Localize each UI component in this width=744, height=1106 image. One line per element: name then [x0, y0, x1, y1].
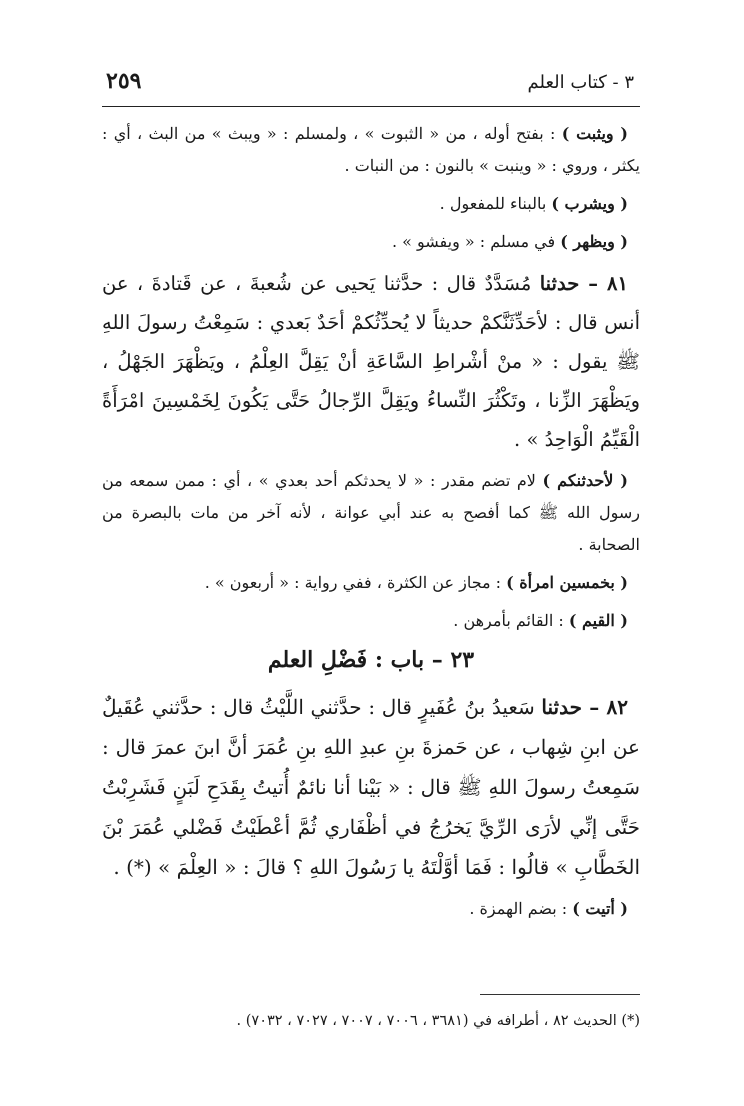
note-text: لام تضم مقدر : « لا يحدثكم أحد بعدي » ، أي : ممن سمعه من رسول الله ﷺ كما أفصح به عند أبي عوانة ، لأنه آخر من مات بالبصرة من الصحابة . [102, 471, 640, 554]
note-text: : بضم الهمزة . [469, 899, 573, 918]
hadith-number: ٨١ – حدثنا [539, 272, 628, 295]
note-alqayyim [102, 605, 640, 637]
note-laohaddithannakum [102, 465, 640, 561]
hadith-82 [102, 687, 640, 887]
note-key: ( لأحدثنكم ) [542, 471, 629, 490]
note-text: في مسلم : « ويفشو » . [391, 232, 561, 251]
note-key: ( ويشرب ) [551, 194, 628, 213]
note-key: ( ويظهر ) [560, 232, 628, 251]
note-utitu [102, 893, 640, 925]
footnote-rule [480, 994, 640, 995]
header-rule [102, 106, 640, 107]
footnote: (*) الحديث ٨٢ ، أطرافه في (٣٦٨١ ، ٧٠٠٦ ، ٧٠٠٧ ، ٧٠٢٧ ، ٧٠٣٢) . [236, 1013, 640, 1029]
note-bikhamsina [102, 567, 640, 599]
note-text: : القائم بأمرهن . [453, 611, 569, 630]
note-wayazhar [102, 226, 640, 258]
note-key: ( أتيت ) [572, 899, 628, 918]
note-key: ( ويثبت ) [561, 124, 629, 143]
note-text: : بفتح أوله ، من « الثبوت » ، ولمسلم : « ويبث » من البث ، أي : يكثر ، وروي : « وينبت » بالنون : من النبات . [102, 124, 640, 175]
note-text: : مجاز عن الكثرة ، ففي رواية : « أربعون » . [204, 573, 507, 592]
hadith-number: ٨٢ – حدثنا [541, 695, 628, 719]
hadith-text: مُسَدَّدٌ قال : حدَّثنا يَحيى عن شُعبةَ ، عن قَتادةَ ، عن أنس قال : لأحَدِّثَنَّكمْ حديثاً لا يُحدِّثُكمْ أحَدٌ بَعدي : سَمِعْتُ رسولَ اللهِ ﷺ يقول : « منْ أشْراطِ السَّاعَةِ أنْ يَقِلَّ العِلْمُ ، ويَظْهَرَ الجَهْلُ ، ويَظْهَرَ الزِّنا ، وتَكْثُرَ النِّساءُ ويَقِلَّ الرِّجالُ حَتَّى يَكُونَ لِخَمْسِينَ امْرَأَةً الْقَيِّمُ الْوَاحِدُ » . [102, 272, 640, 451]
page-number: ٢٥٩ [106, 68, 142, 94]
chapter-heading: ٢٣ – باب : فَضْلِ العلم [267, 647, 475, 673]
running-header-chapter: ٣ - كتاب العلم [527, 72, 634, 93]
note-text: بالبناء للمفعول . [439, 194, 552, 213]
hadith-text: سَعيدُ بنُ عُفَيرٍ قال : حدَّثني اللَّيْثُ قال : حدَّثني عُقَيلٌ عن ابنِ شِهاب ، عن حَمزةَ بنِ عبدِ اللهِ بنِ عُمَرَ أنَّ ابنَ عمرَ قال : سَمِعتُ رسولَ اللهِ ﷺ قال : « بَيْنا أنا نائمٌ أُتيتُ بِقَدَحِ لَبَنٍ فَشَرِبْتُ حَتَّى إنِّي لأرَى الرِّيَّ يَخرُجُ في أظْفَاري ثُمَّ أعْطَيْتُ فَضْلي عُمَرَ بْنَ الخَطَّابِ » قالُوا : فَمَا أوَّلْتَهُ يا رَسُولَ اللهِ ؟ قالَ : « العِلْمَ » (*) . [102, 695, 640, 879]
note-wayathbut [102, 118, 640, 182]
note-key: ( القيم ) [568, 611, 628, 630]
hadith-81 [102, 264, 640, 459]
note-key: ( بخمسين امرأة ) [506, 573, 628, 592]
page-body [102, 118, 640, 931]
note-wayushrab [102, 188, 640, 220]
